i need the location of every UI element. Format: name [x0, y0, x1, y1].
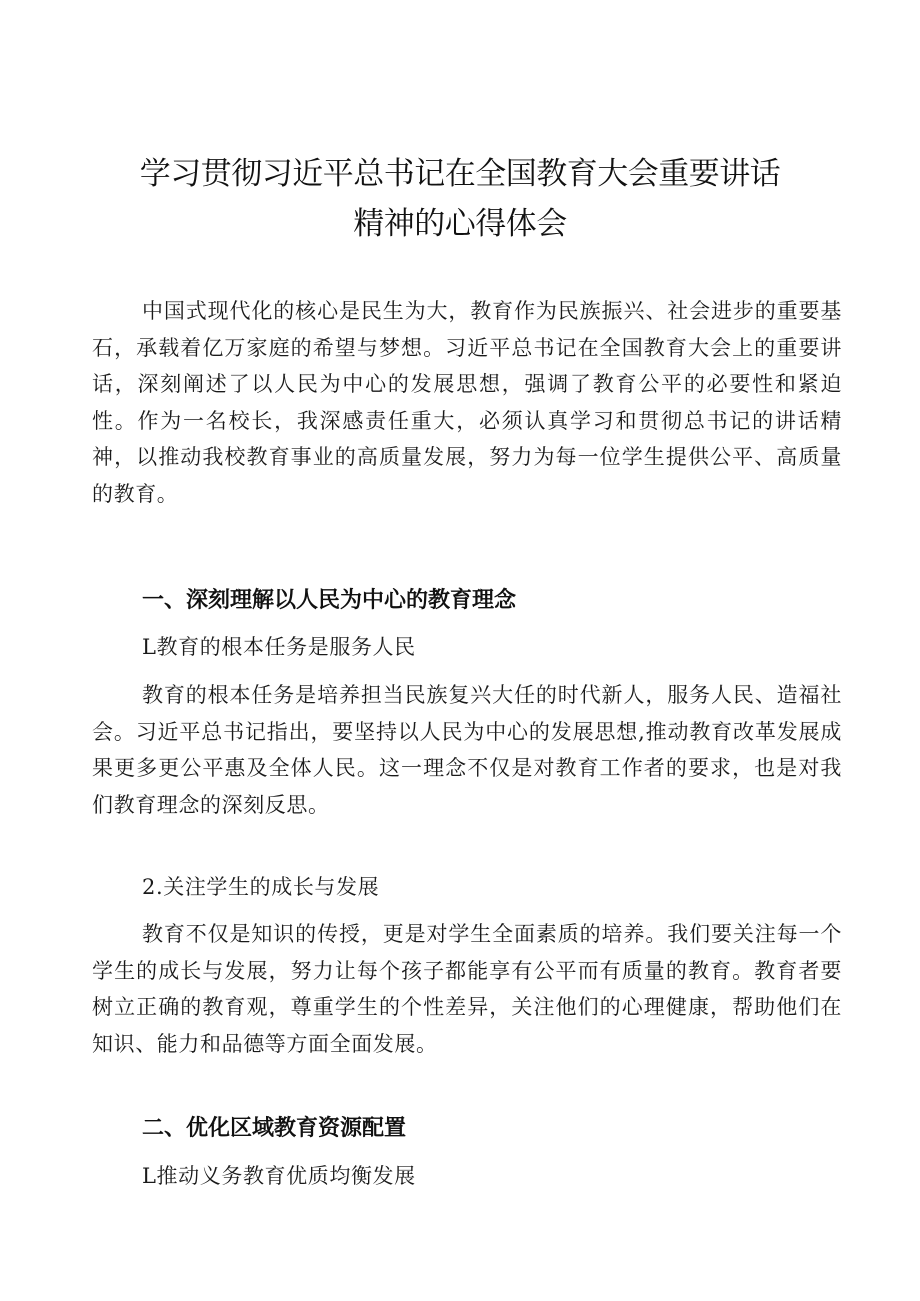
section-heading-1: 一、深刻理解以人民为中心的教育理念 — [142, 588, 517, 613]
subsection-label-2-1: L推动义务教育优质均衡发展 — [142, 1164, 416, 1188]
subsection-label-1-2: 2.关注学生的成长与发展 — [142, 875, 380, 899]
subsection-paragraph-1-1: 教育的根本任务是培养担当民族复兴大任的时代新人，服务人民、造福社会。习近平总书记指出，要坚持以人民为中心的发展思想,推动教育改革发展成果更多更公平惠及全体人民。这一理念不仅是对教育工作者的要求，也是对我们教育理念的深刻反思。 — [92, 683, 842, 817]
subsection-paragraph-1-2: 教育不仅是知识的传授，更是对学生全面素质的培养。我们要关注每一个学生的成长与发展，努力让每个孩子都能享有公平而有质量的教育。教育者要树立正确的教育观，尊重学生的个性差异，关注他们的心理健康，帮助他们在知识、能力和品德等方面全面发展。 — [92, 922, 842, 1056]
subsection-label-1-1: L教育的根本任务是服务人民 — [142, 635, 416, 659]
intro-paragraph: 中国式现代化的核心是民生为大，教育作为民族振兴、社会进步的重要基石，承载着亿万家庭的希望与梦想。习近平总书记在全国教育大会上的重要讲话，深刻阐述了以人民为中心的发展思想，强调了教育公平的必要性和紧迫性。作为一名校长，我深感责任重大，必须认真学习和贯彻总书记的讲话精神，以推动我校教育事业的高质量发展，努力为每一位学生提供公平、高质量的教育。 — [92, 299, 842, 506]
document-title-line-2: 精神的心得体会 — [353, 206, 567, 242]
section-heading-2: 二、优化区域教育资源配置 — [142, 1116, 407, 1141]
document-title-line-1: 学习贯彻习近平总书记在全国教育大会重要讲话 — [139, 156, 781, 192]
